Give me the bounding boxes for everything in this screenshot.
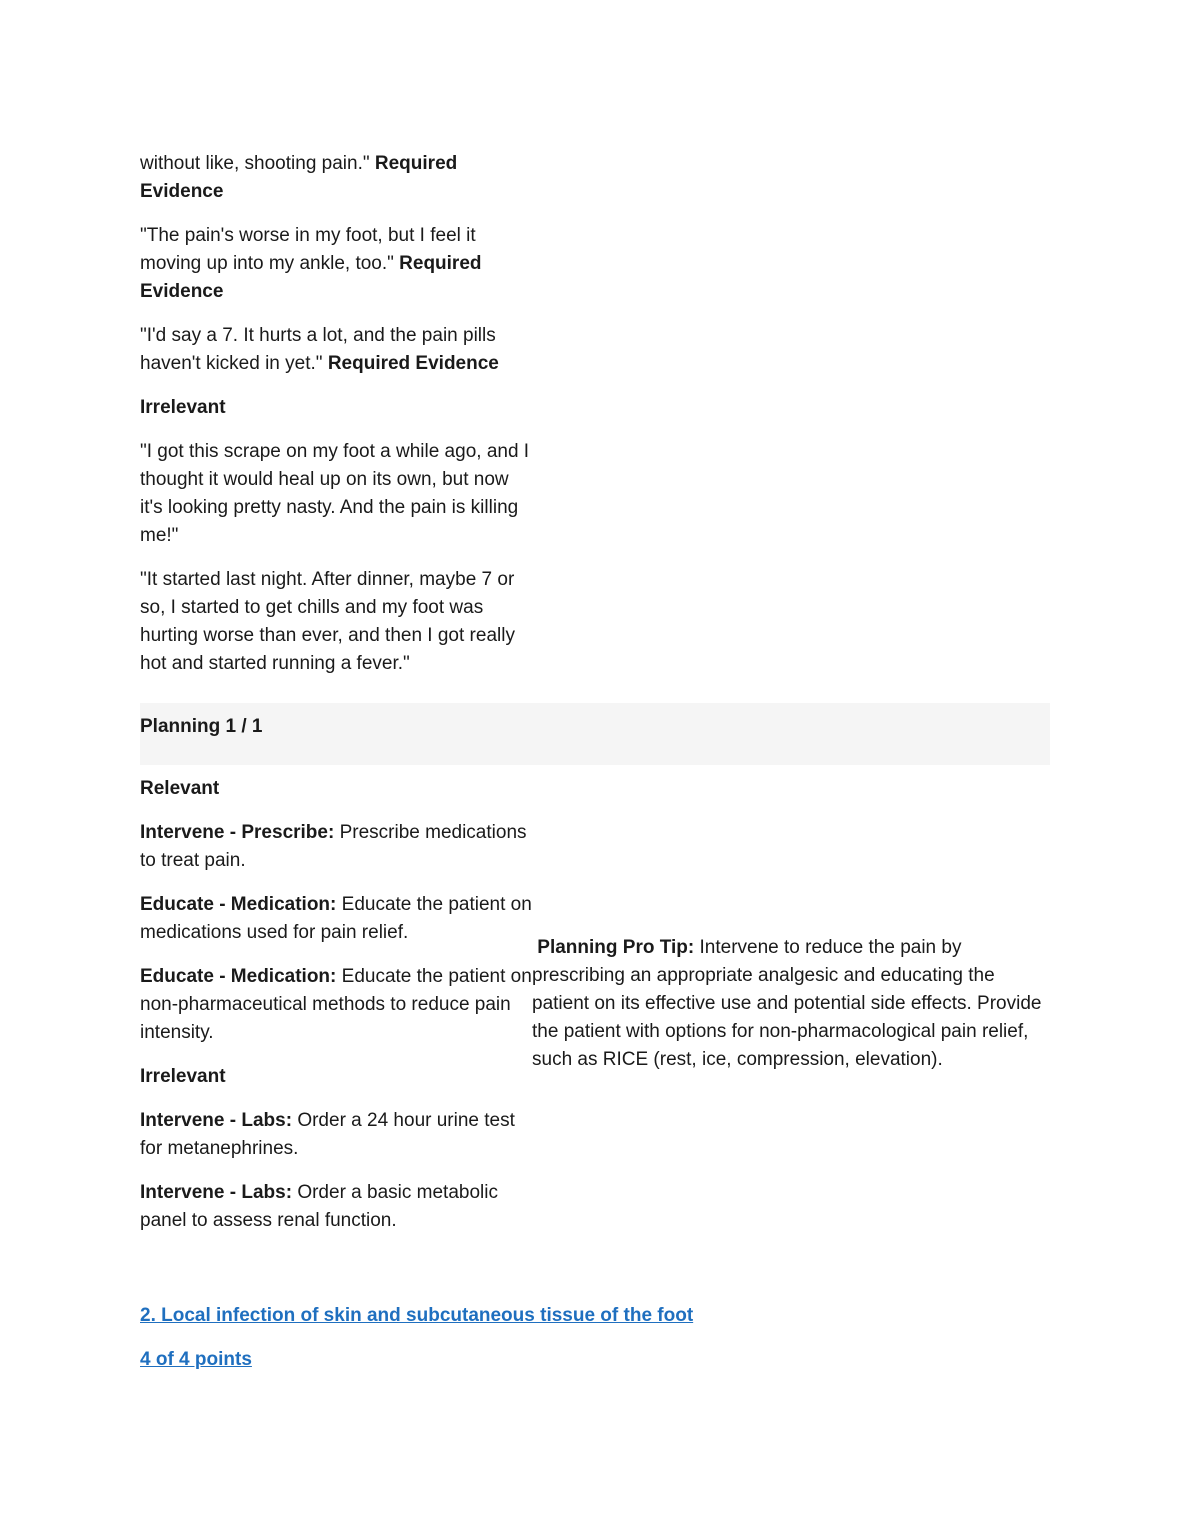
planning-item [140, 963, 532, 1047]
irrelevant-quote: "I got this scrape on my foot a while ago, and I thought it would heal up on its own, but now it's looking pretty nasty. And the pain is killing me!" [140, 441, 530, 546]
pro-tip-text: Intervene to reduce the pain by prescribing an appropriate analgesic and educating the patient on its effective use and potential side effects. Provide the patient with options for non-pharmacological pain relief, such as RICE (rest, ice, compression, elevation). [532, 937, 1042, 1070]
irrelevant-heading-text: Irrelevant [140, 397, 226, 418]
planning-item-text: Educate the patient on medications used for pain relief. [140, 894, 532, 943]
planning-item-label: Educate - Medication: [140, 966, 337, 987]
evidence-item [140, 150, 535, 206]
patient-quote: without like, shooting pain." [140, 153, 370, 174]
planning-header-title: Planning 1 / 1 [140, 716, 263, 737]
planning-item-text: Order a 24 hour urine test for metanephrines. [140, 1110, 515, 1159]
pro-tip-paragraph [532, 934, 1042, 1074]
relevant-heading-text: Relevant [140, 778, 220, 799]
irrelevant-heading-text: Irrelevant [140, 1066, 226, 1087]
evidence-tag: Required Evidence [327, 353, 499, 374]
evidence-item [140, 222, 535, 306]
patient-quote: "The pain's worse in my foot, but I feel it moving up into my ankle, too." [140, 225, 476, 274]
evidence-item [140, 322, 535, 378]
planning-item-text: Prescribe medications to treat pain. [140, 822, 527, 871]
planning-item-text: Order a basic metabolic panel to assess renal function. [140, 1182, 498, 1231]
irrelevant-heading [140, 394, 535, 422]
evidence-tag: Required Evidence [140, 153, 458, 202]
planning-item [140, 819, 532, 875]
planning-item-label: Intervene - Labs: [140, 1182, 293, 1203]
planning-item [140, 1179, 532, 1235]
planning-item-text: Educate the patient on non-pharmaceutical methods to reduce pain intensity. [140, 966, 532, 1043]
irrelevant-quote: "It started last night. After dinner, maybe 7 or so, I started to get chills and my foot was hurting worse than ever, and then I got really hot and started running a fever." [140, 569, 515, 674]
points-link[interactable]: 4 of 4 points [140, 1349, 252, 1370]
patient-quote: "I'd say a 7. It hurts a lot, and the pain pills haven't kicked in yet." [140, 325, 496, 374]
next-section [140, 1302, 840, 1390]
relevant-heading [140, 775, 532, 803]
planning-item-label: Educate - Medication: [140, 894, 337, 915]
next-section-title-link[interactable]: 2. Local infection of skin and subcutaneous tissue of the foot [140, 1305, 694, 1326]
planning-item-label: Intervene - Labs: [140, 1110, 293, 1131]
assessment-continued [140, 150, 535, 694]
planning-item [140, 1107, 532, 1163]
pro-tip-label: Planning Pro Tip: [537, 937, 695, 958]
planning-item [140, 891, 532, 947]
planning-left-column [140, 775, 532, 1251]
planning-header [140, 703, 1050, 765]
planning-pro-tip [532, 934, 1042, 1090]
irrelevant-heading [140, 1063, 532, 1091]
evidence-tag: Required Evidence [140, 253, 482, 302]
planning-item-label: Intervene - Prescribe: [140, 822, 335, 843]
